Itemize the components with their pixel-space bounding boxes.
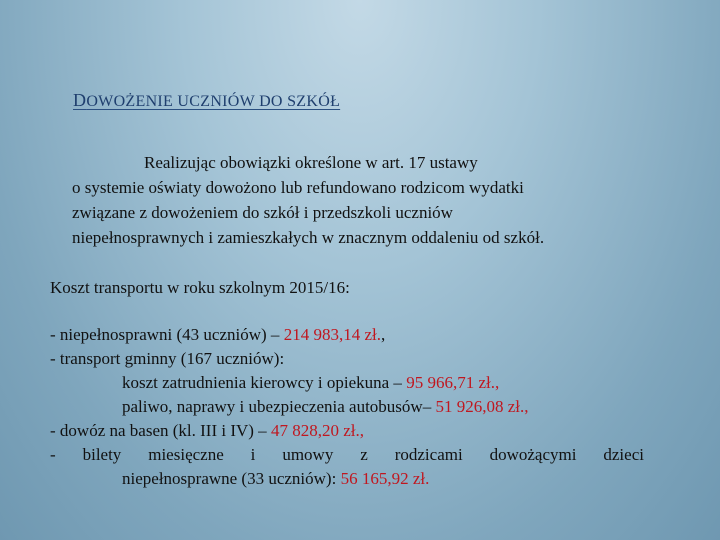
cost-item-label: paliwo, naprawy i ubezpieczenia autobusów– (122, 397, 436, 416)
slide-title-initial: D (73, 90, 87, 110)
intro-line-1: Realizując obowiązki określone w art. 17 ustawy (144, 153, 478, 172)
cost-item-label: - niepełnosprawni (43 uczniów) – (50, 325, 284, 344)
cost-item-tickets-continued (122, 467, 429, 491)
cost-item-amount: 95 966,71 zł., (406, 373, 500, 392)
slide-title (73, 90, 340, 111)
cost-item-pool (50, 419, 364, 443)
cost-item-tickets (50, 443, 644, 467)
cost-item-amount: 47 828,20 zł., (270, 421, 364, 440)
cost-item-label: koszt zatrudnienia kierowcy i opiekuna – (122, 373, 407, 392)
word: umowy (282, 445, 334, 464)
cost-item-label: niepełnosprawne (33 uczniów): (122, 469, 341, 488)
cost-item-disabled (50, 323, 385, 347)
intro-line-3: związane z dowożeniem do szkół i przedszkoli uczniów (72, 203, 453, 222)
slide-title-rest: OWOŻENIE UCZNIÓW DO SZKÓŁ (86, 93, 341, 110)
cost-item-label: - dowóz na basen (kl. III i IV) – (50, 421, 271, 440)
word: dzieci (603, 445, 644, 464)
word: rodzicami (394, 445, 463, 464)
intro-paragraph (72, 150, 642, 250)
cost-item-municipal-transport: - transport gminny (167 uczniów): (50, 349, 285, 368)
cost-item-tail: , (380, 325, 386, 344)
word: i (250, 445, 256, 464)
cost-header: Koszt transportu w roku szkolnym 2015/16: (50, 278, 350, 297)
cost-item-amount: 214 983,14 zł. (283, 325, 381, 344)
word: dowożącymi (489, 445, 577, 464)
cost-item-amount: 56 165,92 zł. (340, 469, 430, 488)
word: miesięczne (148, 445, 224, 464)
word: z (360, 445, 368, 464)
intro-line-4: niepełnosprawnych i zamieszkałych w znacznym oddaleniu od szkół. (72, 228, 545, 247)
intro-line-2: o systemie oświaty dowożono lub refundowano rodzicom wydatki (72, 178, 524, 197)
word: - (50, 445, 56, 464)
cost-subitem-fuel (122, 395, 528, 419)
cost-subitem-staff (122, 371, 499, 395)
cost-item-amount: 51 926,08 zł., (435, 397, 529, 416)
word: bilety (82, 445, 122, 464)
